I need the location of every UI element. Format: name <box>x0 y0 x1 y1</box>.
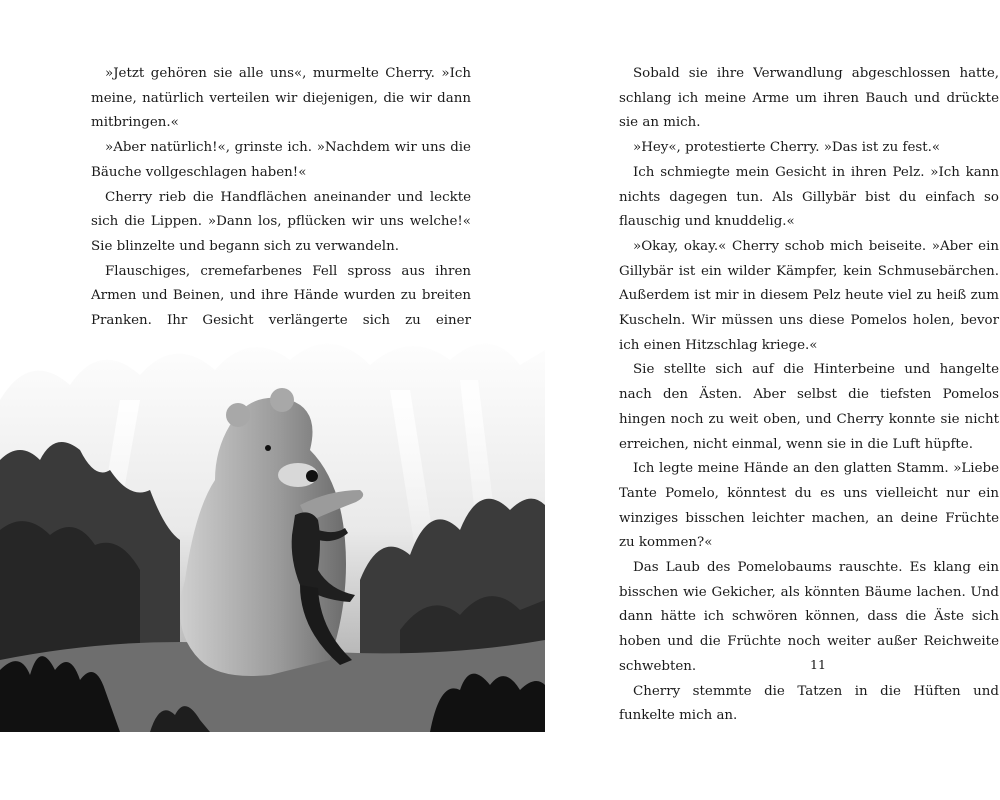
right-page <box>545 0 1000 800</box>
paragraph: Sie stellte sich auf die Hinterbeine und hangelte nach den Ästen. Aber selbst die tiefsten Pomelos hingen noch zu weit oben, und Cherry konnte sie nicht erreichen, nicht einmal, wenn sie in die Luft hüpfte. <box>619 362 999 452</box>
paragraph: »Aber natürlich!«, grinste ich. »Nachdem wir uns die Bäuche vollgeschlagen haben!« <box>91 140 471 180</box>
paragraph: Cherry stemmte die Tatzen in die Hüften und funkelte mich an. <box>619 683 999 724</box>
paragraph: Ich schmiegte mein Gesicht in ihren Pelz. »Ich kann nichts dagegen tun. Als Gillybär bist du einfach so flauschig und knuddelig.« <box>619 164 999 230</box>
paragraph: »Okay, okay.« Cherry schob mich beiseite. »Aber ein Gillybär ist ein wilder Kämpfer, kein Schmusebärchen. Außerdem ist mir in diesem Pelz heute viel zu heiß zum Kuscheln. Wir müssen uns diese Pomelos holen, bevor ich einen Hitzschlag kriege.« <box>619 238 999 353</box>
paragraph: »Jetzt gehören sie alle uns«, murmelte Cherry. »Ich meine, natürlich verteilen wir diejenigen, die wir dann mitbringen.« <box>91 66 471 131</box>
right-page-text <box>619 62 999 729</box>
paragraph: Das Laub des Pomelobaums rauschte. Es klang ein bisschen wie Gekicher, als könnten Bäume lachen. Und dann hätte ich schwören können, dass die Äste sich hoben und die Früchte noch weiter außer Reichweite schwebten. <box>619 560 999 674</box>
paragraph: Sobald sie ihre Verwandlung abgeschlossen hatte, schlang ich meine Arme um ihren Bauch und drückte sie an mich. <box>619 66 999 131</box>
paragraph: Ich legte meine Hände an den glatten Stamm. »Liebe Tante Pomelo, könntest du es uns vielleicht nur ein winziges bisschen leichter machen, an deine Früchte zu kommen?« <box>619 461 999 551</box>
paragraph: Cherry rieb die Handflächen aneinander und leckte sich die Lippen. »Dann los, pflücken wir uns welche!« Sie blinzelte und begann sich zu verwandeln. <box>91 189 471 254</box>
paragraph: Flauschiges, cremefarbenes Fell spross aus ihren Armen und Beinen, und ihre Hände wurden zu breiten Pranken. Ihr Gesicht verlängerte sich zu einer <box>91 263 471 329</box>
page-number: 11 <box>810 657 826 672</box>
bear-ear <box>226 403 250 427</box>
bear-and-girl-illustration <box>0 330 545 732</box>
bear-ear <box>270 388 294 412</box>
bear-eye <box>265 445 271 451</box>
paragraph: »Hey«, protestierte Cherry. »Das ist zu fest.« <box>633 140 941 156</box>
bear-nose <box>306 470 318 482</box>
